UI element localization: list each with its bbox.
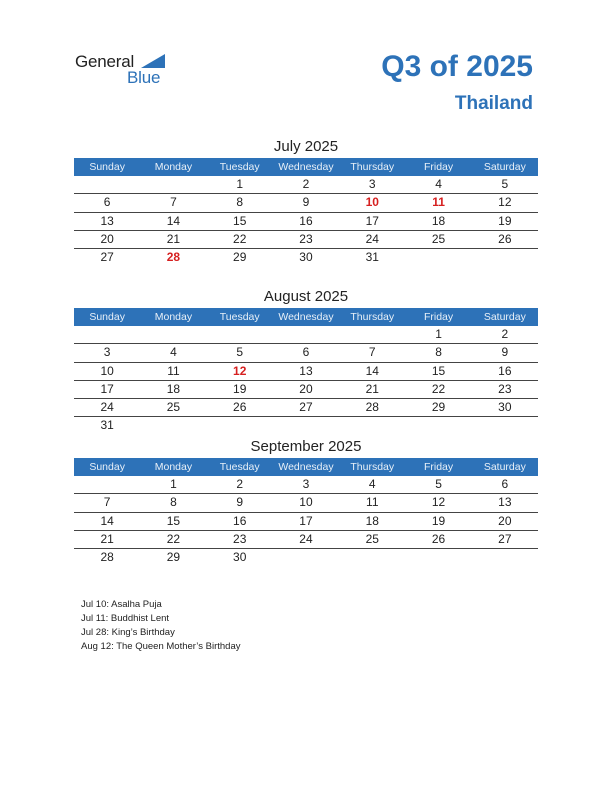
day-cell: 22 [431, 381, 446, 396]
month-title: August 2025 [263, 288, 349, 305]
day-cell: 19 [233, 381, 247, 396]
month-july [74, 136, 538, 266]
month-august [74, 286, 538, 435]
day-cell: 2 [302, 177, 310, 191]
day-cell: 7 [103, 495, 111, 510]
week-row [74, 194, 538, 212]
weekday-label: Monday [154, 161, 193, 173]
day-cell: 9 [236, 495, 244, 510]
empty-day-cell [472, 249, 538, 266]
day-cell: 3 [302, 477, 310, 491]
empty-day-cell [74, 176, 140, 193]
week-row [74, 476, 538, 494]
day-cell: 24 [299, 531, 313, 546]
day-cell: 14 [100, 513, 114, 528]
day-cell: 4 [435, 177, 442, 191]
day-cell: 20 [100, 231, 114, 246]
day-cell: 2 [236, 477, 244, 491]
weekday-label: Saturday [483, 161, 526, 173]
empty-day-cell [140, 176, 206, 193]
week-row [74, 381, 538, 399]
day-cell: 25 [365, 531, 379, 546]
month-title: September 2025 [250, 438, 362, 455]
day-cell: 18 [166, 381, 181, 396]
day-cell: 10 [365, 195, 379, 210]
week-row [74, 549, 538, 566]
day-cell: 14 [166, 213, 181, 228]
weekday-label: Thursday [350, 161, 395, 173]
holiday-note: Jul 10: Asalha Puja [81, 599, 162, 610]
day-cell: 6 [103, 195, 111, 210]
day-cell: 13 [100, 213, 114, 228]
day-cell: 10 [299, 495, 313, 510]
week-row [74, 231, 538, 249]
day-cell: 3 [368, 177, 376, 191]
day-cell: 13 [498, 495, 512, 510]
day-cell: 18 [431, 213, 446, 228]
day-cell: 6 [501, 477, 509, 491]
weekday-label: Saturday [483, 461, 526, 473]
holiday-notes [81, 598, 241, 654]
day-cell: 29 [166, 550, 181, 565]
day-cell: 15 [233, 213, 247, 228]
day-cell: 30 [498, 400, 512, 415]
day-cell: 10 [100, 363, 114, 378]
day-cell: 17 [100, 381, 114, 396]
day-cell: 18 [365, 513, 379, 528]
day-cell: 17 [299, 513, 313, 528]
day-cell: 5 [435, 477, 442, 491]
weekday-label: Wednesday [278, 311, 334, 323]
day-cell: 21 [166, 231, 181, 246]
weekday-label: Friday [423, 311, 454, 323]
weekday-label: Thursday [350, 311, 395, 323]
day-cell: 23 [233, 531, 247, 546]
day-cell: 8 [236, 195, 244, 210]
day-cell: 20 [498, 513, 512, 528]
day-cell: 16 [299, 213, 313, 228]
empty-day-cell [273, 417, 339, 434]
week-row [74, 399, 538, 417]
day-cell: 17 [365, 213, 379, 228]
week-row [74, 363, 538, 381]
week-row [74, 344, 538, 362]
weekday-header [74, 308, 538, 326]
empty-day-cell [405, 417, 471, 434]
day-cell: 15 [431, 363, 446, 378]
week-row [74, 176, 538, 194]
week-row [74, 494, 538, 512]
day-cell: 9 [302, 195, 310, 210]
day-cell: 26 [498, 231, 512, 246]
day-cell: 19 [431, 513, 446, 528]
week-row [74, 417, 538, 434]
day-cell: 11 [167, 363, 180, 378]
day-cell: 26 [233, 400, 247, 415]
day-cell: 24 [365, 231, 379, 246]
week-row [74, 213, 538, 231]
day-cell: 28 [100, 550, 114, 565]
empty-day-cell [339, 326, 405, 343]
day-cell: 30 [233, 550, 247, 565]
holiday-note: Jul 28: King’s Birthday [81, 627, 175, 638]
day-cell: 1 [236, 177, 244, 191]
day-cell: 28 [166, 250, 181, 265]
page-title: Q3 of 2025 [381, 50, 533, 83]
week-row [74, 326, 538, 344]
day-cell: 11 [366, 495, 379, 510]
day-cell: 5 [501, 177, 509, 191]
day-cell: 22 [166, 531, 181, 546]
day-cell: 4 [368, 477, 376, 491]
day-cell: 1 [435, 327, 442, 341]
day-cell: 6 [302, 345, 310, 360]
empty-day-cell [207, 326, 273, 343]
week-row [74, 531, 538, 549]
month-title: July 2025 [273, 138, 339, 155]
day-cell: 16 [498, 363, 512, 378]
empty-day-cell [339, 417, 405, 434]
day-cell: 16 [233, 513, 247, 528]
logo-general-text: General [75, 52, 135, 71]
day-cell: 27 [299, 400, 313, 415]
empty-day-cell [207, 417, 273, 434]
weekday-label: Tuesday [219, 461, 260, 473]
day-cell: 8 [170, 495, 177, 510]
empty-day-cell [273, 326, 339, 343]
day-cell: 11 [432, 195, 445, 210]
day-cell: 3 [103, 345, 111, 360]
holiday-note: Aug 12: The Queen Mother’s Birthday [81, 641, 241, 652]
day-cell: 29 [431, 400, 446, 415]
weekday-header [74, 158, 538, 176]
empty-day-cell [74, 326, 140, 343]
weekday-label: Tuesday [219, 161, 260, 173]
logo-blue-text: Blue [127, 68, 161, 87]
holiday-note: Jul 11: Buddhist Lent [81, 613, 170, 624]
day-cell: 25 [166, 400, 181, 415]
generalblue-logo [75, 52, 175, 88]
day-cell: 21 [365, 381, 379, 396]
day-cell: 23 [299, 231, 313, 246]
month-september [74, 436, 538, 566]
day-cell: 24 [100, 400, 114, 415]
day-cell: 26 [431, 531, 446, 546]
empty-day-cell [472, 549, 538, 566]
empty-day-cell [140, 417, 206, 434]
day-cell: 27 [100, 250, 114, 265]
weekday-header [74, 458, 538, 476]
weekday-label: Wednesday [278, 161, 334, 173]
day-cell: 31 [365, 250, 379, 265]
empty-day-cell [273, 549, 339, 566]
weekday-label: Friday [423, 461, 454, 473]
day-cell: 2 [501, 327, 509, 341]
day-cell: 1 [170, 477, 177, 491]
day-cell: 21 [100, 531, 114, 546]
country-name: Thailand [454, 93, 533, 114]
day-cell: 27 [498, 531, 512, 546]
weekday-label: Sunday [89, 311, 125, 323]
day-cell: 4 [170, 345, 177, 360]
day-cell: 30 [299, 250, 313, 265]
empty-day-cell [140, 326, 206, 343]
day-cell: 23 [498, 381, 512, 396]
day-cell: 14 [365, 363, 379, 378]
weekday-label: Monday [154, 461, 193, 473]
weekday-label: Tuesday [219, 311, 260, 323]
weekday-label: Monday [154, 311, 193, 323]
day-cell: 22 [233, 231, 247, 246]
day-cell: 20 [299, 381, 313, 396]
day-cell: 8 [435, 345, 442, 360]
day-cell: 7 [170, 195, 177, 210]
day-cell: 12 [233, 363, 247, 378]
day-cell: 19 [498, 213, 512, 228]
week-row [74, 513, 538, 531]
weekday-label: Saturday [483, 311, 526, 323]
day-cell: 15 [166, 513, 181, 528]
day-cell: 9 [501, 345, 509, 360]
day-cell: 28 [365, 400, 379, 415]
day-cell: 25 [431, 231, 446, 246]
day-cell: 31 [100, 418, 114, 433]
empty-day-cell [472, 417, 538, 434]
empty-day-cell [74, 476, 140, 493]
day-cell: 12 [431, 495, 446, 510]
weekday-label: Sunday [89, 461, 125, 473]
weekday-label: Sunday [89, 161, 125, 173]
empty-day-cell [405, 549, 471, 566]
empty-day-cell [405, 249, 471, 266]
empty-day-cell [339, 549, 405, 566]
day-cell: 5 [236, 345, 244, 360]
day-cell: 29 [233, 250, 247, 265]
weekday-label: Friday [423, 161, 454, 173]
week-row [74, 249, 538, 266]
logo-triangle-icon [141, 54, 165, 68]
weekday-label: Thursday [350, 461, 395, 473]
day-cell: 13 [299, 363, 313, 378]
weekday-label: Wednesday [278, 461, 334, 473]
day-cell: 7 [368, 345, 376, 360]
day-cell: 12 [498, 195, 512, 210]
